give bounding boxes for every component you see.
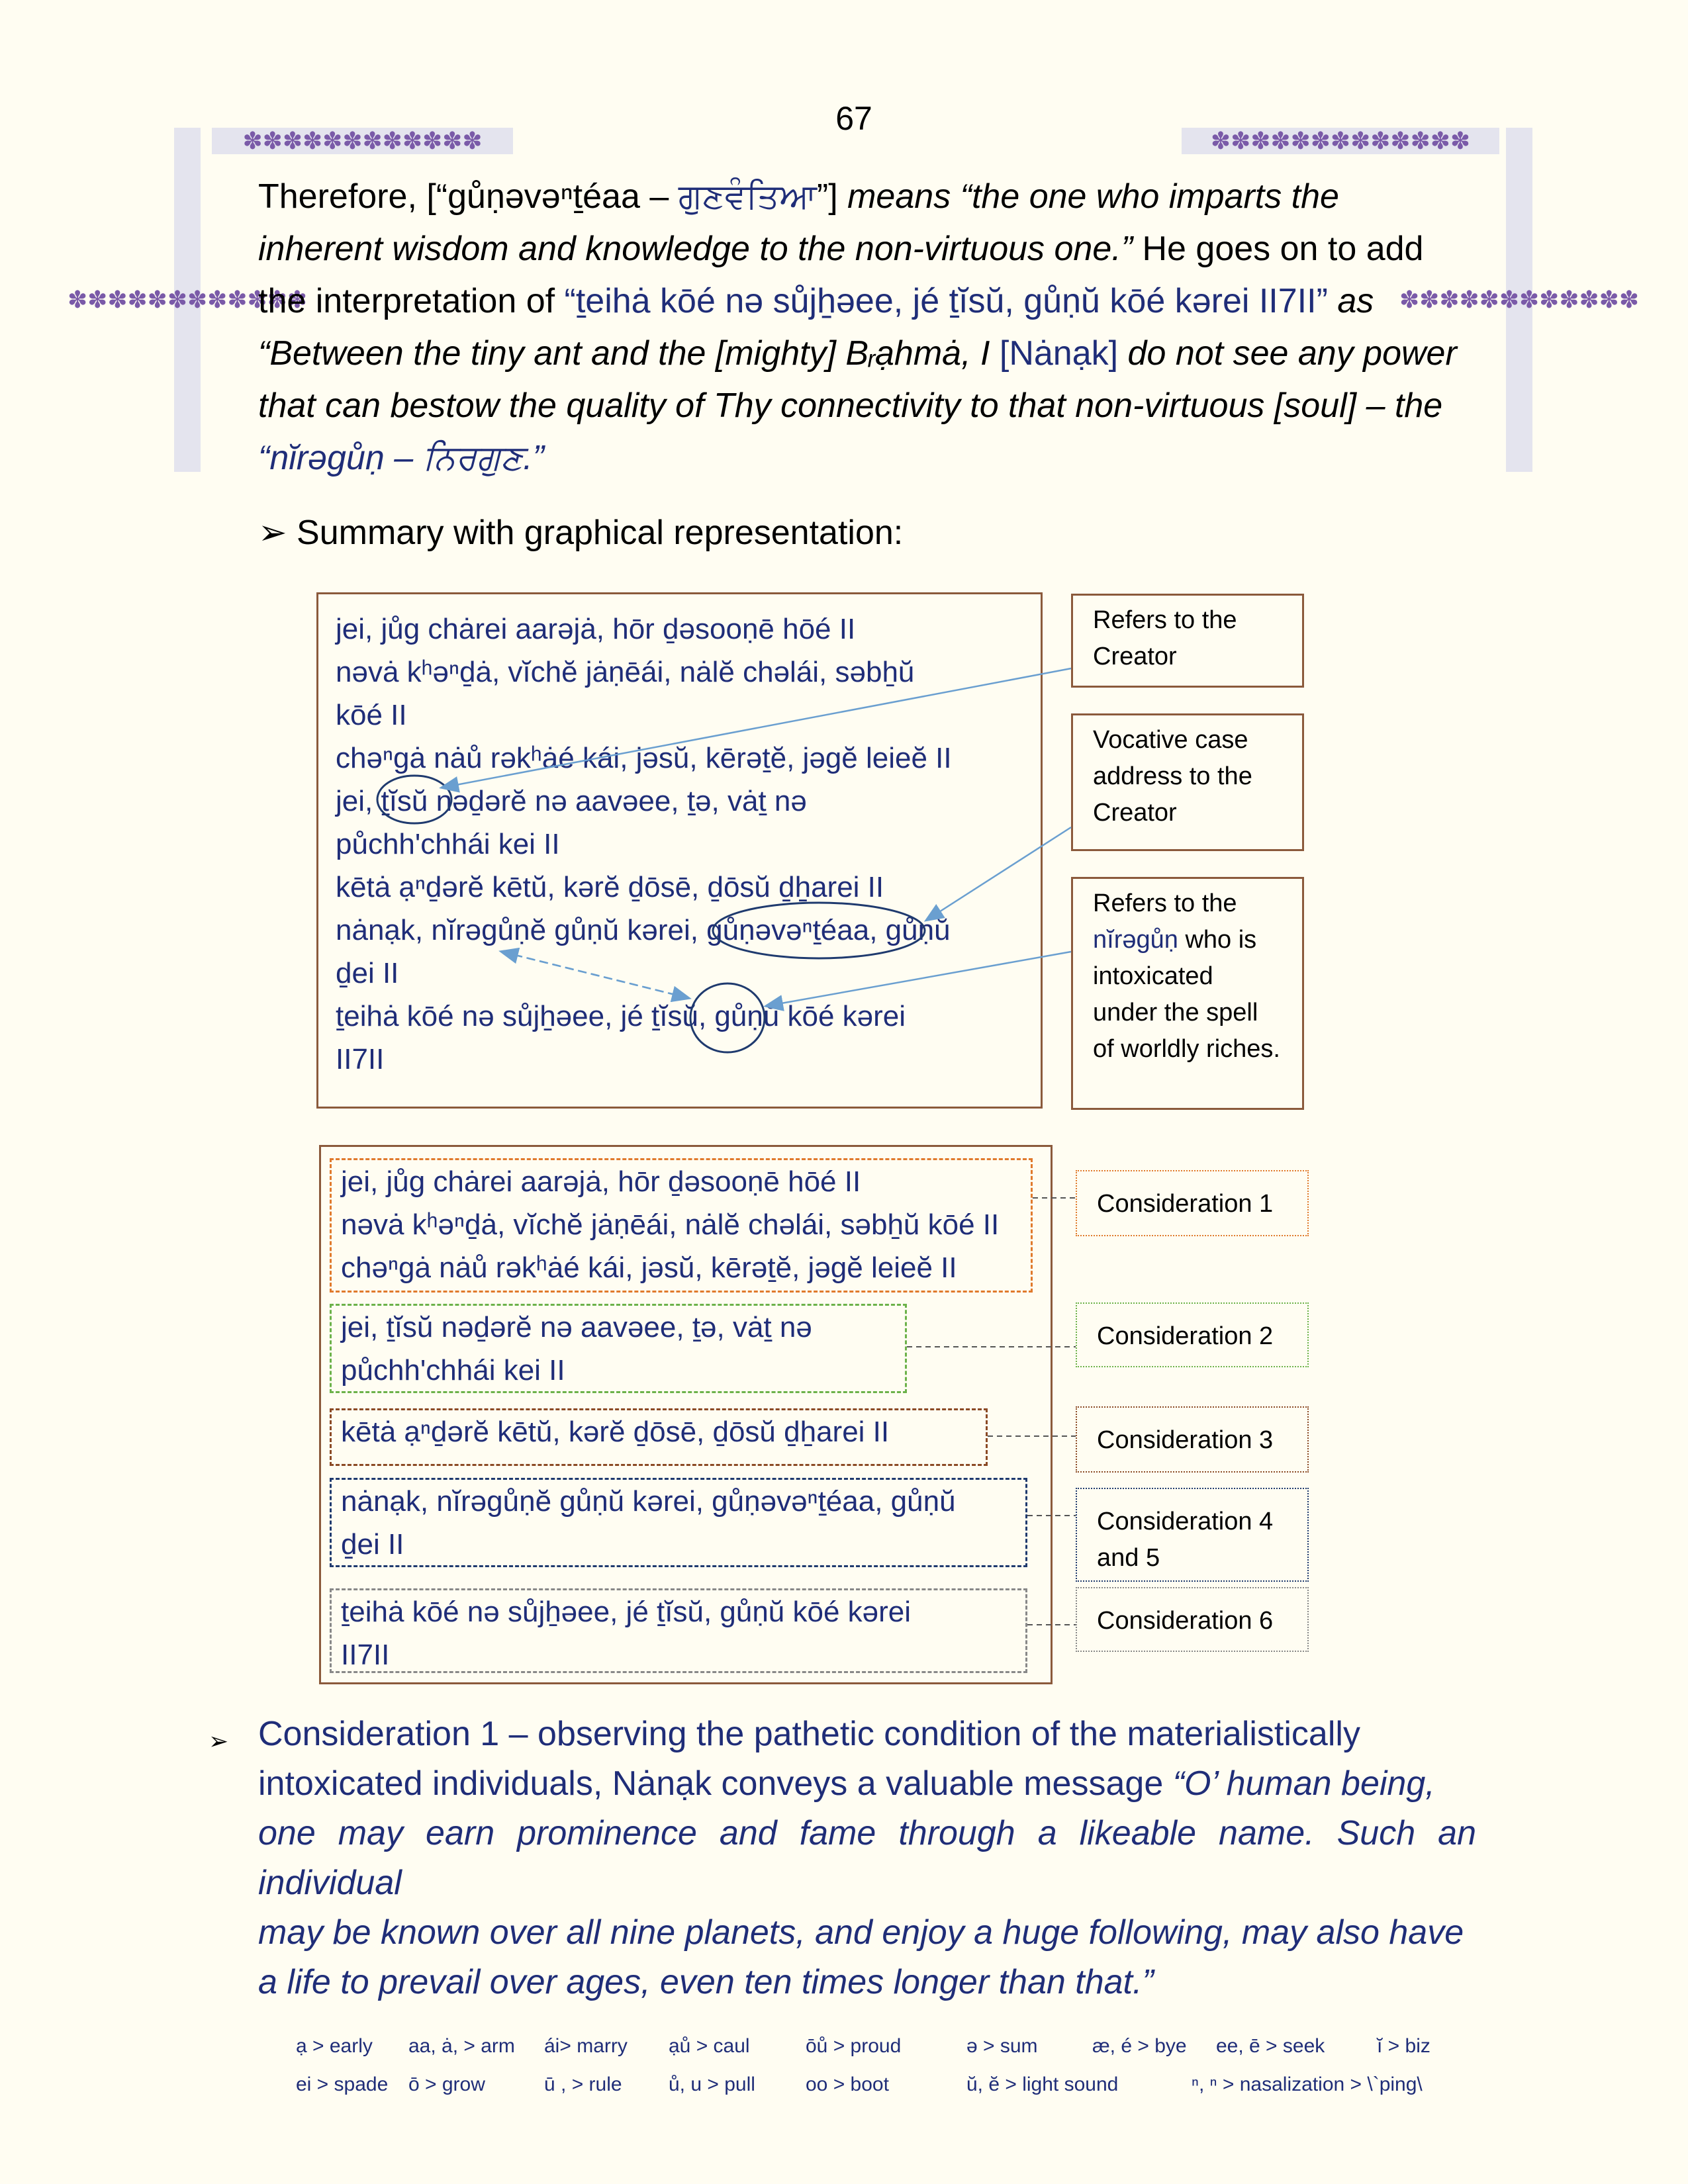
consideration-label-2: Consideration 2	[1076, 1302, 1309, 1367]
verse-line: nəvȧ kʰəⁿḏȧ, vĭchĕ jȧṇēái, nȧlĕ chəlái, səbẖŭ kōé II	[341, 1208, 1000, 1241]
legend-item: ee, ē > seek	[1216, 2035, 1325, 2057]
intro-line-5: that can bestow the quality of Thy connectivity to that non-virtuous [soul] – the	[258, 387, 1443, 425]
legend-item: ə > sum	[966, 2035, 1038, 2057]
verse-line: jei, jůg chȧrei aarəjȧ, hōr ḏəsooṇē hōé II	[341, 1165, 861, 1198]
consideration-label-4-5: Consideration 4 and 5	[1076, 1488, 1309, 1582]
legend-item: ạ > early	[296, 2035, 373, 2057]
verse-line: kōé II	[336, 699, 407, 731]
consideration-1-paragraph	[258, 1709, 1476, 2007]
c1-line-2: intoxicated individuals, Nȧnạk conveys a valuable message “O’ human being,	[258, 1764, 1435, 1803]
verse-line: II7II	[341, 1639, 390, 1671]
legend-item: æ, é > bye	[1092, 2035, 1187, 2057]
verse-line: nȧnạk, nĭrəgůṇĕ gůṇŭ kərei, gůṇəvəⁿṯéaa, gůṇŭ	[341, 1485, 956, 1518]
border-top-left: ✽✽✽✽✽✽✽✽✽✽✽✽	[212, 128, 513, 154]
summary-heading: ➢ Summary with graphical representation:	[258, 514, 904, 552]
page-number: 67	[835, 100, 872, 137]
c1-line-4: may be known over all nine planets, and enjoy a huge following, may also have	[258, 1913, 1464, 1952]
verse-line: kētȧ ạⁿḏərĕ kētŭ, kərĕ ḏōsē, ḏōsŭ ḏẖarei II	[341, 1416, 890, 1448]
verse-line: ṯeihȧ kōé nə sůjẖəee, jé ṯĭsŭ, gůṇŭ kōé kərei	[341, 1596, 912, 1628]
verse-line: ḏei II	[336, 957, 399, 989]
border-top-right: ✽✽✽✽✽✽✽✽✽✽✽✽✽	[1182, 128, 1499, 154]
verse-line: II7II	[336, 1043, 385, 1075]
verse-line: chəⁿgȧ nȧů rəkʰȧé kái, jəsŭ, kērəṯĕ, jəgĕ leieĕ II	[336, 742, 952, 774]
consideration-label-6: Consideration 6	[1076, 1587, 1309, 1652]
verse-line: nȧnạk, nĭrəgůṇĕ gůṇŭ kərei, gůṇəvəⁿṯéaa, gůṇŭ	[336, 914, 951, 946]
border-right: ✽✽✽✽✽✽✽✽✽✽✽✽	[1506, 128, 1532, 472]
consideration-1-bullet: ➢	[209, 1727, 229, 1754]
verse-line: jei, ṯĭsŭ nəḏərĕ nə aavəee, ṯə, vȧṯ nə	[336, 785, 807, 817]
note-vocative-case: Vocative case address to the Creator	[1071, 713, 1304, 851]
legend-item: ō > grow	[408, 2073, 485, 2095]
verse-line: půchh'chhái kei II	[336, 828, 560, 860]
verse-line: nəvȧ kʰəⁿḏȧ, vĭchĕ jȧṇēái, nȧlĕ chəlái, səbẖŭ	[336, 656, 915, 688]
legend-item: aa, ȧ, > arm	[408, 2035, 515, 2057]
arrow-bullet-icon: ➢	[258, 514, 287, 552]
legend-item: ei > spade	[296, 2073, 389, 2095]
verse-line: ḏei II	[341, 1528, 404, 1561]
verse-line: jei, jůg chȧrei aarəjȧ, hōr ḏəsooṇē hōé II	[336, 613, 856, 645]
intro-line-4: “Between the tiny ant and the [mighty] Bᵣạhmȧ, I [Nȧnạk] do not see any power	[258, 334, 1457, 373]
consideration-label-1: Consideration 1	[1076, 1170, 1309, 1236]
verse-line: půchh'chhái kei II	[341, 1354, 565, 1387]
legend-item: ĭ > biz	[1377, 2035, 1430, 2057]
verse-line: ṯeihȧ kōé nə sůjẖəee, jé ṯĭsŭ, gůṇŭ kōé kərei	[336, 1000, 906, 1032]
c1-line-3: one may earn prominence and fame through a likeable name. Such an individual	[258, 1814, 1476, 1902]
intro-line-2: inherent wisdom and knowledge to the non-virtuous one.” He goes on to add	[258, 230, 1424, 268]
legend-item: ū , > rule	[544, 2073, 622, 2095]
legend-item: oo > boot	[806, 2073, 889, 2095]
intro-line-6: “nĭrəgůṇ – ਨਿਰਗੁਣ.”	[258, 439, 544, 477]
legend-item: ů, u > pull	[669, 2073, 755, 2095]
intro-line-3: the interpretation of “ṯeihȧ kōé nə sůjẖəee, jé ṯĭsŭ, gůṇŭ kōé kərei II7II” as	[258, 282, 1374, 320]
legend-item: ōů > proud	[806, 2035, 902, 2057]
c1-line-1: Consideration 1 – observing the pathetic condition of the materialistically	[258, 1715, 1360, 1753]
verse-line: chəⁿgȧ nȧů rəkʰȧé kái, jəsŭ, kērəṯĕ, jəgĕ leieĕ II	[341, 1251, 957, 1284]
consideration-label-3: Consideration 3	[1076, 1406, 1309, 1473]
legend-item: ái> marry	[544, 2035, 628, 2057]
verse-line: kētȧ ạⁿḏərĕ kētŭ, kərĕ ḏōsē, ḏōsŭ ḏẖarei II	[336, 871, 884, 903]
intro-line-1: Therefore, [“gůṇəvəⁿṯéaa – ਗੁਣਵੰਤਿਆ”] means “the one who imparts the	[258, 177, 1339, 216]
verse-line: jei, ṯĭsŭ nəḏərĕ nə aavəee, ṯə, vȧṯ nə	[341, 1311, 812, 1343]
c1-line-5: a life to prevail over ages, even ten times longer than that.”	[258, 1963, 1154, 2001]
border-left: ✽✽✽✽✽✽✽✽✽✽✽✽	[174, 128, 201, 472]
note-refers-creator: Refers to the Creator	[1071, 594, 1304, 688]
note-refers-nirgun: Refers to the nĭrəgůṇ who is intoxicated under the spell of worldly riches.	[1071, 877, 1304, 1110]
legend-item: ŭ, ĕ > light sound	[966, 2073, 1119, 2095]
legend-item: ⁿ, ⁿ > nasalization > \`ping\	[1192, 2073, 1423, 2095]
legend-item: ạů > caul	[669, 2035, 750, 2057]
